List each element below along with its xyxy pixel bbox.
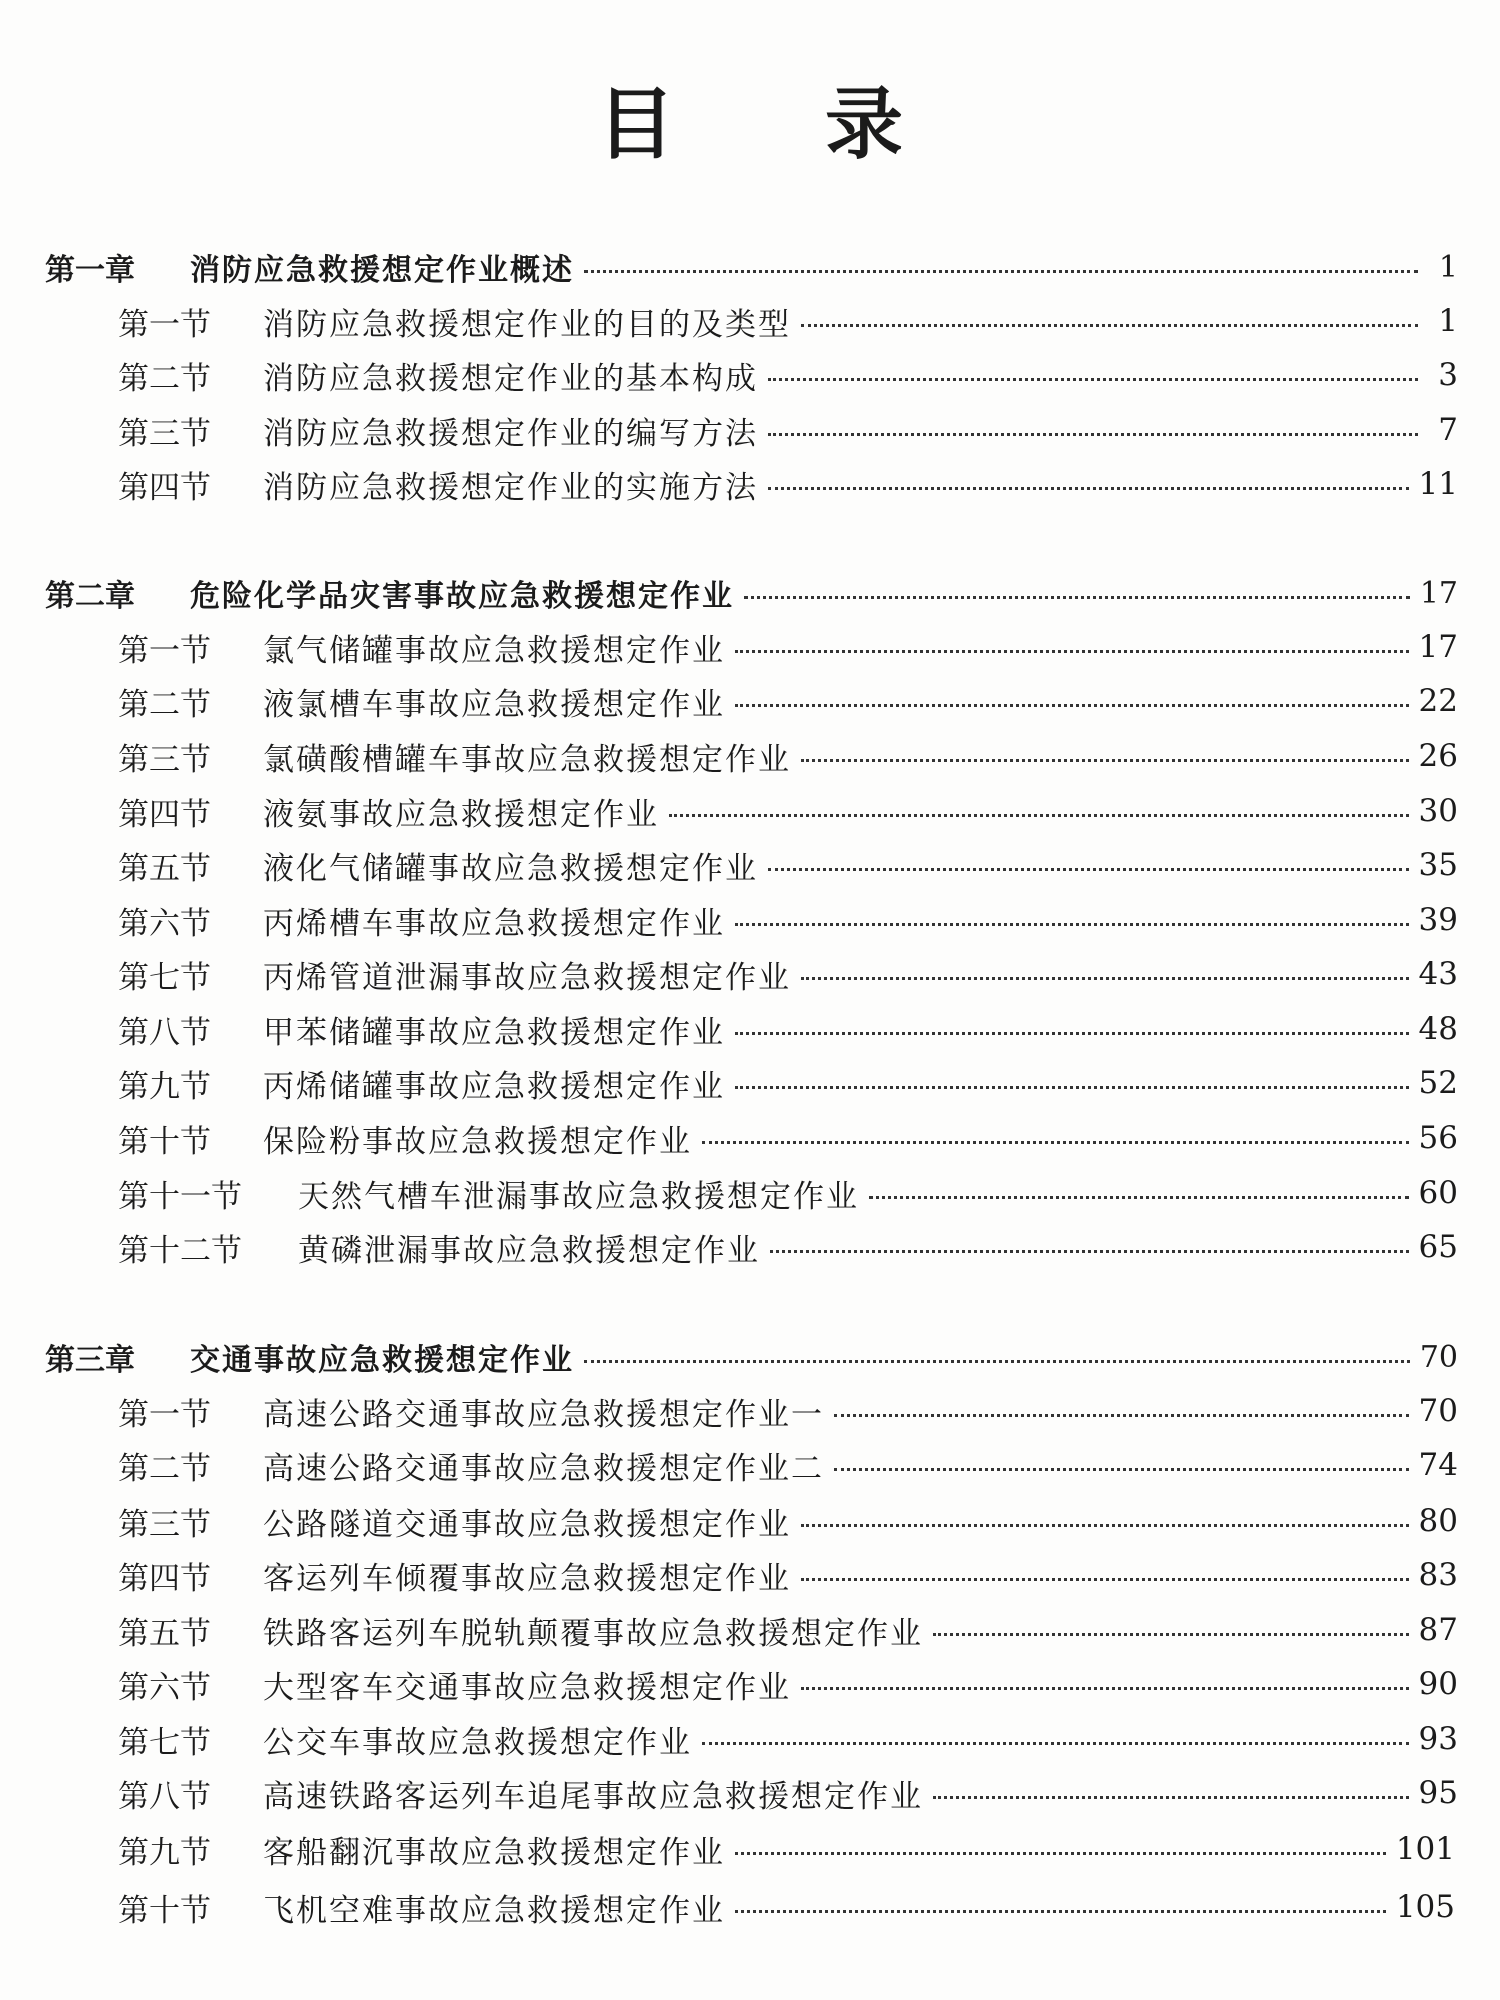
toc-label: 第二节 [118, 686, 211, 723]
toc-page-number: 7 [1438, 412, 1458, 448]
toc-page-number: 83 [1418, 1557, 1458, 1593]
toc-leader-dots [770, 1249, 1409, 1253]
toc-title: 保险粉事故应急救援想定作业 [263, 1123, 692, 1160]
toc-leader-dots [768, 432, 1418, 436]
toc-page-number: 1 [1438, 303, 1458, 339]
toc-label: 第十节 [118, 1123, 211, 1160]
toc-leader-dots [584, 269, 1418, 273]
toc-title: 液化气储罐事故应急救援想定作业 [263, 850, 758, 887]
toc-label: 第七节 [118, 959, 211, 996]
toc-label: 第三章 [45, 1343, 135, 1378]
toc-section-row [118, 403, 1458, 457]
toc-section-row [118, 893, 1458, 947]
toc-section-row [118, 729, 1458, 783]
toc-title: 高速公路交通事故应急救援想定作业二 [263, 1450, 824, 1487]
toc-leader-dots [735, 1851, 1386, 1855]
toc-page-number: 90 [1418, 1666, 1458, 1702]
toc-title: 客船翻沉事故应急救援想定作业 [263, 1834, 725, 1871]
toc-leader-dots [669, 813, 1409, 817]
toc-title: 甲苯储罐事故应急救援想定作业 [263, 1014, 725, 1051]
toc-section-row [118, 784, 1458, 838]
toc-label: 第九节 [118, 1834, 211, 1871]
toc-page-number: 17 [1418, 629, 1458, 665]
toc-leader-dots [801, 1686, 1409, 1690]
toc-page-number: 80 [1418, 1503, 1458, 1539]
toc-title: 消防应急救援想定作业的实施方法 [263, 469, 758, 506]
toc-title: 丙烯管道泄漏事故应急救援想定作业 [263, 959, 791, 996]
toc-chapter-row [45, 1330, 1458, 1384]
page-title [0, 62, 1500, 174]
toc-page-number: 52 [1418, 1065, 1458, 1101]
toc-label: 第十节 [118, 1892, 211, 1929]
toc-title: 公路隧道交通事故应急救援想定作业 [263, 1506, 791, 1543]
toc-title: 大型客车交通事故应急救援想定作业 [263, 1669, 791, 1706]
toc-page-number: 56 [1418, 1120, 1458, 1156]
toc-leader-dots [735, 1085, 1409, 1089]
toc-leader-dots [735, 649, 1409, 653]
toc-title: 消防应急救援想定作业的基本构成 [263, 360, 758, 397]
toc-section-row [118, 1548, 1458, 1602]
toc-title: 危险化学品灾害事故应急救援想定作业 [190, 579, 734, 614]
toc-leader-dots [735, 1909, 1386, 1913]
toc-label: 第五节 [118, 850, 211, 887]
toc-section-row [118, 1766, 1458, 1820]
toc-leader-dots [584, 1359, 1410, 1363]
toc-label: 第三节 [118, 1506, 211, 1543]
toc-title: 丙烯槽车事故应急救援想定作业 [263, 905, 725, 942]
toc-page-number: 26 [1418, 738, 1458, 774]
toc-label: 第一节 [118, 632, 211, 669]
toc-label: 第十一节 [118, 1178, 242, 1215]
toc-leader-dots [768, 867, 1409, 871]
toc-page-number: 70 [1419, 1339, 1458, 1375]
toc-title: 氯气储罐事故应急救援想定作业 [263, 632, 725, 669]
toc-section-row [118, 294, 1458, 348]
toc-page-number: 101 [1395, 1831, 1455, 1867]
toc-leader-dots [869, 1195, 1409, 1199]
toc-label: 第二节 [118, 360, 211, 397]
toc-leader-dots [768, 486, 1409, 490]
toc-label: 第七节 [118, 1724, 211, 1761]
toc-title: 黄磷泄漏事故应急救援想定作业 [298, 1232, 760, 1269]
toc-label: 第四节 [118, 796, 211, 833]
toc-title: 液氯槽车事故应急救援想定作业 [263, 686, 725, 723]
toc-label: 第五节 [118, 1615, 211, 1652]
toc-section-row [118, 1220, 1458, 1274]
toc-label: 第一章 [45, 253, 135, 288]
toc-title: 客运列车倾覆事故应急救援想定作业 [263, 1560, 791, 1597]
toc-page-number: 43 [1418, 956, 1458, 992]
toc-label: 第二章 [45, 579, 135, 614]
toc-leader-dots [801, 758, 1409, 762]
toc-title: 公交车事故应急救援想定作业 [263, 1724, 692, 1761]
toc-page-number: 74 [1418, 1447, 1458, 1483]
toc-leader-dots [933, 1632, 1409, 1636]
toc-section-row [118, 620, 1458, 674]
toc-page-number: 60 [1418, 1175, 1458, 1211]
toc-leader-dots [834, 1467, 1409, 1471]
toc-leader-dots [735, 1031, 1409, 1035]
toc-page-number: 3 [1438, 357, 1458, 393]
toc-page-number: 39 [1418, 902, 1458, 938]
toc-title: 高速铁路客运列车追尾事故应急救援想定作业 [263, 1778, 923, 1815]
toc-title: 液氨事故应急救援想定作业 [263, 796, 659, 833]
toc-section-row [118, 1712, 1458, 1766]
toc-label: 第四节 [118, 1560, 211, 1597]
toc-section-row [118, 1494, 1458, 1548]
toc-chapter-row [45, 566, 1458, 620]
toc-page-number: 87 [1418, 1612, 1458, 1648]
toc-page-number: 93 [1418, 1721, 1458, 1757]
toc-title: 消防应急救援想定作业概述 [190, 253, 574, 288]
toc-section-row [118, 674, 1458, 728]
toc-page-number: 95 [1418, 1775, 1458, 1811]
toc-label: 第六节 [118, 1669, 211, 1706]
toc-page-number: 22 [1418, 683, 1458, 719]
toc-page-number: 30 [1418, 793, 1458, 829]
toc-section-row [118, 838, 1458, 892]
toc-label: 第十二节 [118, 1232, 242, 1269]
toc-leader-dots [801, 323, 1418, 327]
toc-label: 第二节 [118, 1450, 211, 1487]
toc-leader-dots [801, 1577, 1409, 1581]
toc-title: 高速公路交通事故应急救援想定作业一 [263, 1396, 824, 1433]
toc-page-number: 70 [1418, 1393, 1458, 1429]
toc-section-row [118, 1657, 1458, 1711]
toc-page-number: 65 [1418, 1229, 1458, 1265]
toc-leader-dots [735, 703, 1409, 707]
toc-page-number: 35 [1418, 847, 1458, 883]
toc-label: 第一节 [118, 306, 211, 343]
toc-section-row [118, 1002, 1458, 1056]
toc-title: 丙烯储罐事故应急救援想定作业 [263, 1068, 725, 1105]
toc-label: 第一节 [118, 1396, 211, 1433]
toc-leader-dots [768, 377, 1418, 381]
toc-chapter-row [45, 240, 1458, 294]
toc-leader-dots [834, 1413, 1409, 1417]
toc-section-row [118, 1166, 1458, 1220]
toc-title: 飞机空难事故应急救援想定作业 [263, 1892, 725, 1929]
toc-title: 铁路客运列车脱轨颠覆事故应急救援想定作业 [263, 1615, 923, 1652]
toc-label: 第三节 [118, 741, 211, 778]
toc-title: 交通事故应急救援想定作业 [190, 1343, 574, 1378]
toc-leader-dots [801, 1523, 1409, 1527]
toc-section-row [118, 1438, 1458, 1492]
toc-leader-dots [702, 1741, 1409, 1745]
toc-leader-dots [801, 976, 1409, 980]
toc-page-number: 1 [1438, 249, 1458, 285]
toc-title: 天然气槽车泄漏事故应急救援想定作业 [298, 1178, 859, 1215]
toc-page-number: 48 [1418, 1011, 1458, 1047]
toc-title: 氯磺酸槽罐车事故应急救援想定作业 [263, 741, 791, 778]
toc-section-row [118, 1384, 1458, 1438]
toc-label: 第三节 [118, 415, 211, 452]
toc-section-row [118, 1822, 1455, 1876]
toc-leader-dots [702, 1140, 1409, 1144]
toc-section-row [118, 947, 1458, 1001]
toc-label: 第八节 [118, 1014, 211, 1051]
toc-section-row [118, 1056, 1458, 1110]
toc-section-row [118, 348, 1458, 402]
toc-section-row [118, 1111, 1458, 1165]
toc-label: 第八节 [118, 1778, 211, 1815]
toc-label: 第六节 [118, 905, 211, 942]
toc-label: 第四节 [118, 469, 211, 506]
toc-section-row [118, 1880, 1455, 1934]
toc-leader-dots [933, 1795, 1409, 1799]
toc-leader-dots [744, 595, 1410, 599]
toc-leader-dots [735, 922, 1409, 926]
page-title-char-1: 目 [596, 80, 675, 170]
toc-page-number: 105 [1395, 1889, 1455, 1925]
toc-label: 第九节 [118, 1068, 211, 1105]
toc-page-number: 17 [1419, 575, 1458, 611]
toc-section-row [118, 1603, 1458, 1657]
page-title-char-2: 录 [825, 80, 904, 170]
toc-page-number: 11 [1418, 466, 1458, 502]
toc-title: 消防应急救援想定作业的目的及类型 [263, 306, 791, 343]
toc-title: 消防应急救援想定作业的编写方法 [263, 415, 758, 452]
toc-section-row [118, 457, 1458, 511]
